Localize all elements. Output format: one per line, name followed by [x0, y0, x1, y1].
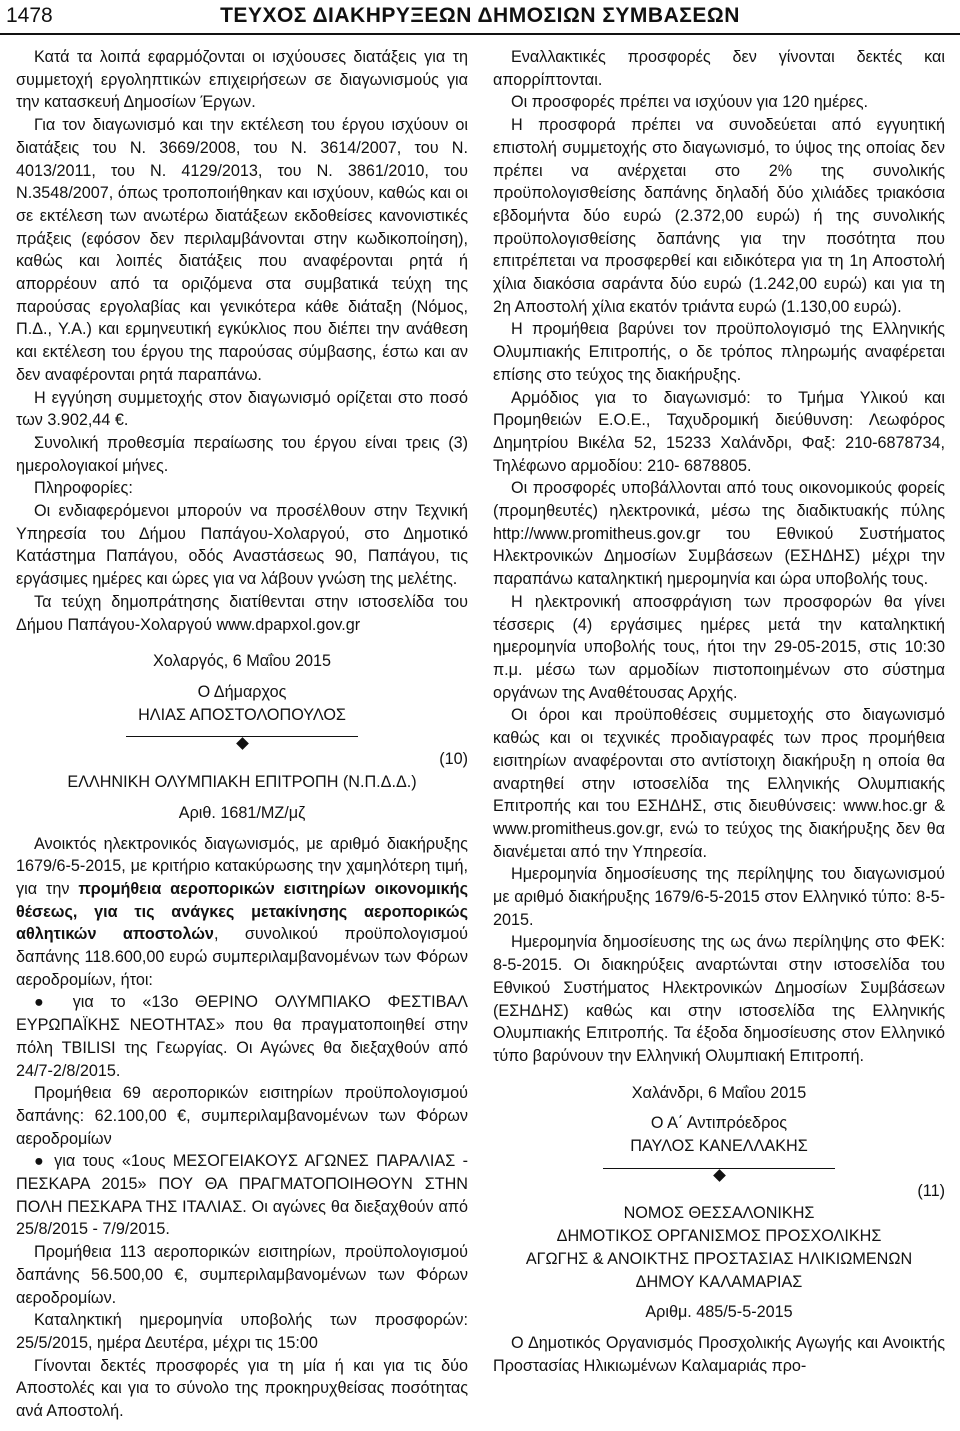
paragraph: Ημερομηνία δημοσίευσης της ως άνω περίληψης στο ΦΕΚ: 8-5-2015. Οι διακηρύξεις αναρτώνται στην ιστοσελίδα του Εθνικού Συστήματος Ηλεκτρονικών Δημοσίων Συμβάσεων (ΕΣΗΔΗΣ) καθώς και στην ιστοσελίδα της Ελληνικής Ολυμπιακής Επιτροπής. Τα έξοδα δημοσίευσης στον Ελληνικό τύπο βαρύνουν την Ελληνική Ολυμπιακή Επιτροπή.: [493, 933, 945, 1065]
diamond-icon: [236, 738, 249, 751]
organization-line: ΑΓΩΓΗΣ & ΑΝΟΙΚΤΗΣ ΠΡΟΣΤΑΣΙΑΣ ΗΛΙΚΙΩΜΕΝΩΝ: [525, 1249, 913, 1268]
paragraph: Ανοικτός ηλεκτρονικός διαγωνισμός, με αριθμό διακήρυξης 1679/6-5-2015, με κριτήριο κατακύρωσης την χαμηλότερη τιμή, για την προμήθεια αεροπορικών εισιτηρίων οικονομικής θέσεως, για τις ανάγκες μετακίνησης αεροπορικώς αθλητικών αποστολών, συνολικού προϋπολογισμού δαπάνης 118.600,00 ευρώ συμπεριλαμβανομένων των Φόρων αεροδρομίων, ήτοι:: [16, 834, 468, 989]
section-divider: [493, 1158, 945, 1180]
header-rule: [0, 33, 960, 35]
paragraph: Οι προσφορές πρέπει να ισχύουν για 120 ημέρες.: [511, 93, 869, 112]
section-divider: [16, 726, 468, 748]
paragraph: Η ηλεκτρονική αποσφράγιση των προσφορών θα γίνει τέσσερις (4) εργάσιμες ημέρες μετά την καταληκτική ημερομηνία υποβολής τους, ήτοι την 29-05-2015, στις 10:30 π.μ. μέσω των αρμοδίων πιστοποιημένων στο σύστημα οργάνων της Αναθέτουσας Αρχής.: [493, 592, 945, 702]
reference-number: Αριθ. 1681/ΜΖ/μζ: [178, 803, 306, 822]
publication-title: ΤΕΥΧΟΣ ΔΙΑΚΗΡΥΞΕΩΝ ΔΗΜΟΣΙΩΝ ΣΥΜΒΑΣΕΩΝ: [220, 4, 740, 27]
right-column: [493, 46, 945, 1377]
paragraph: Συνολική προθεσμία περαίωσης του έργου είναι τρεις (3) ημερολογιακοί μήνες.: [16, 433, 468, 475]
left-column: [16, 46, 468, 1423]
diamond-icon: [713, 1169, 726, 1182]
paragraph: Για τον διαγωνισμό και την εκτέλεση του έργου ισχύουν οι διατάξεις του Ν. 3669/2008, του Ν. 3614/2007, του Ν. 4013/2011, του Ν. 4129/2013, του Ν. 3861/2010, του Ν.3548/2007, όπως τροποποιήθηκαν και ισχύουν, καθώς και οι σε εκτέλεση των ανωτέρω διατάξεων εκδοθείσες κανονιστικές πράξεις (εφόσον δεν περιλαμβάνονται στην κωδικοποίηση), καθώς και λοιπές διατάξεις που αναφέρονται ρητά ή απορρέουν από τα οριζόμενα στα συμβατικά τεύχη της παρούσας εργολαβίας και γενικότερα κάθε διάταξη (Νόμος, Π.Δ., Υ.Α.) και ερμηνευτική εγκύκλιος που διέπει την ανάθεση και εκτέλεση του έργου της παρούσας σύμβασης, έστω και αν δεν αναφέρονται ρητά παραπάνω.: [16, 116, 468, 384]
signature-role: Ο Δήμαρχος: [197, 682, 287, 701]
paragraph: Γίνονται δεκτές προσφορές για τη μία ή και για τις δύο Αποστολές και για το σύνολο της προκηρυχθείσας ποσότητας ανά Αποστολή.: [16, 1356, 468, 1421]
paragraph: Προμήθεια 69 αεροπορικών εισιτηρίων προϋπολογισμού δαπάνης: 62.100,00 €, συμπεριλαμβανομένων των Φόρων αεροδρομίων: [16, 1084, 468, 1148]
reference-number: Αριθμ. 485/5-5-2015: [645, 1303, 793, 1322]
paragraph: Αρμόδιος για το διαγωνισμό: το Τμήμα Υλικού και Προμηθειών Ε.Ο.Ε., Ταχυδρομική διεύθυνση: Λεωφόρος Δημητρίου Βικέλα 52, 15233 Χαλάνδρι, Φαξ: 210-6878734, Τηλέφωνο αρμοδίου: 210- 6878805.: [493, 388, 945, 475]
signature-role: Ο Α΄ Αντιπρόεδρος: [650, 1114, 788, 1133]
organization-line: ΔΗΜΟΤΙΚΟΣ ΟΡΓΑΝΙΣΜΟΣ ΠΡΟΣΧΟΛΙΚΗΣ: [556, 1227, 882, 1246]
notice-number: (11): [917, 1181, 945, 1200]
paragraph: Τα τεύχη δημοπράτησης διατίθενται στην ιστοσελίδα του Δήμου Παπάγου-Χολαργού www.dpapxol.gov.gr: [16, 592, 468, 634]
paragraph: Οι ενδιαφερόμενοι μπορούν να προσέλθουν στην Τεχνική Υπηρεσία του Δήμου Παπάγου-Χολαργού, στο Δημοτικό Κατάστημα Παπάγου, οδός Αναστάσεως 90, Παπάγου, τις εργάσιμες ημέρες και ώρες για να λάβουν γνώση της μελέτης.: [16, 502, 468, 589]
paragraph: Οι όροι και προϋποθέσεις συμμετοχής στο διαγωνισμό καθώς και οι τεχνικές προδιαγραφές των προς προμήθεια εισιτηρίων αναφέρονται στο αντίστοιχη διακήρυξη η οποία θα αναρτηθεί στην ιστοσελίδα της Ελληνικής Ολυμπιακής Επιτροπής και του ΕΣΗΔΗΣ, στις διευθύνσεις: www.hoc.gr & www.promitheus.gov.gr, ενώ το τεύχος της διακήρυξης δεν θα διανέμεται από την Υπηρεσία.: [493, 706, 945, 861]
signature-place-date: Χαλάνδρι, 6 Μαΐου 2015: [631, 1083, 807, 1102]
paragraph: Κατά τα λοιπά εφαρμόζονται οι ισχύουσες διατάξεις για τη συμμετοχή εργοληπτικών επιχειρήσεων σε διαγωνισμούς για την κατασκευή Δημοσίων Έργων.: [16, 48, 468, 112]
paragraph: Καταληκτική ημερομηνία υποβολής των προσφορών: 25/5/2015, ημέρα Δευτέρα, μέχρι τις 15:00: [16, 1311, 468, 1352]
signature-place-date: Χολαργός, 6 Μαΐου 2015: [152, 652, 332, 671]
page-header: [0, 0, 960, 34]
list-item: ● για τους «1ους ΜΕΣΟΓΕΙΑΚΟΥΣ ΑΓΩΝΕΣ ΠΑΡΑΛΙΑΣ - ΠΕΣΚΑΡΑ 2015» ΠΟΥ ΘΑ ΠΡΑΓΜΑΤΟΠΟΙΗΘΟΥΝ ΣΤΗΝ ΠΟΛΗ ΠΕΣΚΑΡΑ ΤΗΣ ΙΤΑΛΙΑΣ. Οι αγώνες θα διεξαχθούν από 25/8/2015 - 7/9/2015.: [16, 1152, 469, 1239]
page-number: 1478: [6, 4, 53, 27]
bold-text: προμήθεια αεροπορικών εισιτηρίων οικονομικής θέσεως, για τις ανάγκες μετακίνησης αεροπορικώς αθλητικών αποστολών: [16, 879, 468, 944]
organization-title: ΕΛΛΗΝΙΚΗ ΟΛΥΜΠΙΑΚΗ ΕΠΙΤΡΟΠΗ (Ν.Π.Δ.Δ.): [67, 773, 417, 792]
paragraph: Ο Δημοτικός Οργανισμός Προσχολικής Αγωγής και Ανοικτής Προστασίας Ηλικιωμένων Καλαμαριάς προ-: [493, 1333, 945, 1375]
notice-number: (10): [439, 750, 468, 769]
paragraph: Η προσφορά πρέπει να συνοδεύεται από εγγυητική επιστολή συμμετοχής στο διαγωνισμό, το ύψος της οποίας δεν πρέπει να ανέρχεται στο 2% της συνολικής προϋπολογισθείσης δαπάνης δηλαδή δύο χιλιάδες τριακόσια εβδομήντα δύο ευρώ (2.372,00 ευρώ) ή της συνολικής προϋπολογισθείσης δαπάνης για την ποσότητα που επιτρέπεται να προσφερθεί και ειδικότερα για τη 1η Αποστολή χίλια διακόσια σαράντα δύο ευρώ (1.242,00 ευρώ) και για τη 2η Αποστολή χίλια εκατόν τριάντα ευρώ (1.130,00 ευρώ).: [493, 116, 945, 316]
paragraph: Η προμήθεια βαρύνει τον προϋπολογισμό της Ελληνικής Ολυμπιακής Επιτροπής, ο δε τρόπος πληρωμής αναφέρεται επίσης στο τεύχος της διακήρυξης.: [493, 320, 945, 384]
paragraph: Η εγγύηση συμμετοχής στον διαγωνισμό ορίζεται στο ποσό των 3.902,44 €.: [16, 388, 468, 430]
paragraph: Οι προσφορές υποβάλλονται από τους οικονομικούς φορείς (προμηθευτές) ηλεκτρονικά, μέσω της διαδικτυακής πύλης http://www.promitheus.gov.gr του Εθνικού Συστήματος Ηλεκτρονικών Δημοσίων Συμβάσεων (ΕΣΗΔΗΣ) μέχρι την παραπάνω καταληκτική ημερομηνία και ώρα υποβολής τους.: [493, 479, 945, 589]
signature-name: ΠΑΥΛΟΣ ΚΑΝΕΛΛΑΚΗΣ: [630, 1137, 808, 1156]
paragraph: Εναλλακτικές προσφορές δεν γίνονται δεκτές και απορρίπτονται.: [493, 48, 945, 89]
bullet-icon: ●: [34, 1152, 55, 1171]
signature-name: ΗΛΙΑΣ ΑΠΟΣΤΟΛΟΠΟΥΛΟΣ: [138, 705, 346, 724]
paragraph: Προμήθεια 113 αεροπορικών εισιτηρίων, προϋπολογισμού δαπάνης 56.500,00 €, συμπεριλαμβανομένων των Φόρων αεροδρομίων.: [16, 1243, 468, 1307]
paragraph: Πληροφορίες:: [34, 479, 133, 498]
list-item: ● για το «13ο ΘΕΡΙΝΟ ΟΛΥΜΠΙΑΚΟ ΦΕΣΤΙΒΑΛ ΕΥΡΩΠΑΪΚΗΣ ΝΕΟΤΗΤΑΣ» που θα πραγματοποιηθεί στην πόλη TBILISI της Γεωργίας. Οι Αγώνες θα διεξαχθούν από 24/7-2/8/2015.: [16, 993, 468, 1080]
organization-line: ΔΗΜΟΥ ΚΑΛΑΜΑΡΙΑΣ: [635, 1272, 803, 1291]
bullet-icon: ●: [34, 993, 73, 1012]
paragraph: Ημερομηνία δημοσίευσης της περίληψης του διαγωνισμού με αριθμό διακήρυξης 1679/6-5-2015 στον Ελληνικό τύπο: 8-5-2015.: [493, 865, 945, 929]
organization-line: ΝΟΜΟΣ ΘΕΣΣΑΛΟΝΙΚΗΣ: [623, 1204, 815, 1223]
